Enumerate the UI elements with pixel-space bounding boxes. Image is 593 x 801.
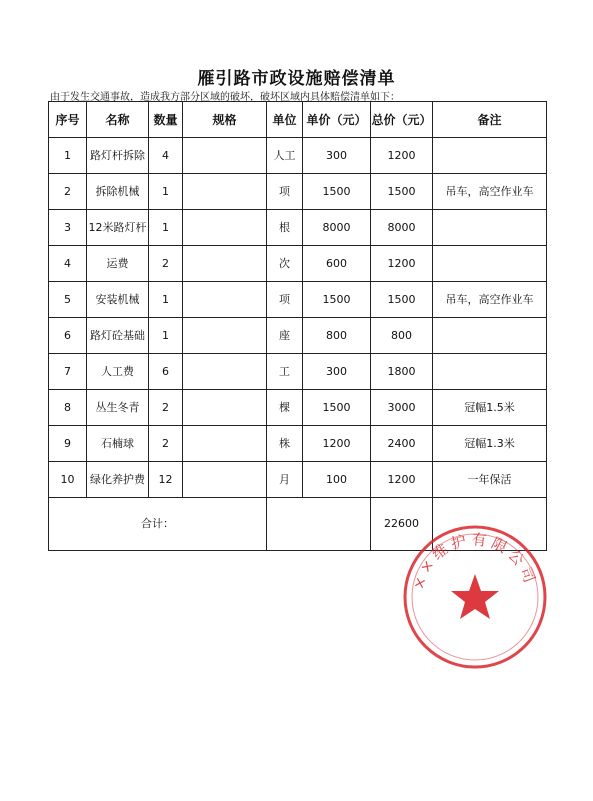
cell-qty: 1 <box>149 174 183 210</box>
cell-name: 人工费 <box>87 354 149 390</box>
cell-unit-price: 800 <box>303 318 371 354</box>
cell-unit: 项 <box>267 282 303 318</box>
cell-notes: 冠幅1.5米 <box>433 390 547 426</box>
header-spec: 规格 <box>183 102 267 138</box>
header-total-price: 总价（元） <box>371 102 433 138</box>
cell-unit: 项 <box>267 174 303 210</box>
cell-index: 1 <box>49 138 87 174</box>
cell-unit: 棵 <box>267 390 303 426</box>
cell-notes <box>433 318 547 354</box>
cell-name: 运费 <box>87 246 149 282</box>
cell-notes: 吊车，高空作业车 <box>433 174 547 210</box>
seal-star-icon <box>451 574 499 619</box>
cell-notes: 吊车，高空作业车 <box>433 282 547 318</box>
cell-index: 5 <box>49 282 87 318</box>
cell-spec <box>183 282 267 318</box>
cell-notes: 冠幅1.3米 <box>433 426 547 462</box>
cell-spec <box>183 318 267 354</box>
cell-spec <box>183 138 267 174</box>
header-unit-price: 单价（元） <box>303 102 371 138</box>
cell-unit: 人工 <box>267 138 303 174</box>
cell-total-price: 1200 <box>371 462 433 498</box>
total-value: 22600 <box>371 498 433 551</box>
cell-name: 12米路灯杆 <box>87 210 149 246</box>
table-row <box>49 282 547 318</box>
cell-name: 绿化养护费 <box>87 462 149 498</box>
cell-total-price: 2400 <box>371 426 433 462</box>
cell-spec <box>183 426 267 462</box>
cell-index: 8 <box>49 390 87 426</box>
table-row <box>49 318 547 354</box>
cell-total-price: 1800 <box>371 354 433 390</box>
cell-unit-price: 1500 <box>303 174 371 210</box>
cell-total-price: 1200 <box>371 246 433 282</box>
cell-name: 丛生冬青 <box>87 390 149 426</box>
cell-name: 安装机械 <box>87 282 149 318</box>
cell-unit: 座 <box>267 318 303 354</box>
cell-total-price: 8000 <box>371 210 433 246</box>
table-row <box>49 462 547 498</box>
cell-spec <box>183 462 267 498</box>
cell-unit-price: 100 <box>303 462 371 498</box>
cell-name: 路灯杆拆除 <box>87 138 149 174</box>
total-empty-cell <box>267 498 371 551</box>
cell-unit-price: 1200 <box>303 426 371 462</box>
intro-text: 由于发生交通事故，造成我方部分区域的破坏，破坏区域内具体赔偿清单如下： <box>50 92 400 103</box>
cell-notes <box>433 210 547 246</box>
table-row <box>49 390 547 426</box>
cell-qty: 6 <box>149 354 183 390</box>
cell-spec <box>183 246 267 282</box>
cell-unit: 工 <box>267 354 303 390</box>
cell-spec <box>183 174 267 210</box>
cell-notes <box>433 354 547 390</box>
cell-unit: 株 <box>267 426 303 462</box>
cell-name: 石楠球 <box>87 426 149 462</box>
cell-name: 路灯砼基础 <box>87 318 149 354</box>
compensation-table <box>48 101 547 551</box>
table-row <box>49 210 547 246</box>
cell-index: 10 <box>49 462 87 498</box>
cell-spec <box>183 210 267 246</box>
cell-unit-price: 600 <box>303 246 371 282</box>
table-header-row <box>49 102 547 138</box>
cell-unit: 月 <box>267 462 303 498</box>
header-index: 序号 <box>49 102 87 138</box>
cell-qty: 2 <box>149 426 183 462</box>
cell-unit-price: 1500 <box>303 390 371 426</box>
cell-unit: 根 <box>267 210 303 246</box>
cell-unit-price: 300 <box>303 354 371 390</box>
cell-index: 3 <box>49 210 87 246</box>
header-notes: 备注 <box>433 102 547 138</box>
table-row <box>49 138 547 174</box>
cell-notes <box>433 246 547 282</box>
cell-spec <box>183 390 267 426</box>
cell-qty: 2 <box>149 390 183 426</box>
cell-qty: 1 <box>149 282 183 318</box>
cell-index: 6 <box>49 318 87 354</box>
table-row <box>49 426 547 462</box>
cell-index: 2 <box>49 174 87 210</box>
cell-unit-price: 1500 <box>303 282 371 318</box>
cell-total-price: 1200 <box>371 138 433 174</box>
cell-name: 拆除机械 <box>87 174 149 210</box>
total-label: 合计： <box>49 498 267 551</box>
cell-unit: 次 <box>267 246 303 282</box>
cell-total-price: 1500 <box>371 174 433 210</box>
cell-qty: 12 <box>149 462 183 498</box>
cell-notes <box>433 138 547 174</box>
cell-index: 9 <box>49 426 87 462</box>
header-name: 名称 <box>87 102 149 138</box>
cell-total-price: 800 <box>371 318 433 354</box>
table-row <box>49 246 547 282</box>
cell-unit-price: 300 <box>303 138 371 174</box>
table-row <box>49 174 547 210</box>
cell-index: 7 <box>49 354 87 390</box>
company-seal <box>400 522 550 672</box>
cell-unit-price: 8000 <box>303 210 371 246</box>
header-unit: 单位 <box>267 102 303 138</box>
table-row <box>49 354 547 390</box>
cell-qty: 1 <box>149 210 183 246</box>
cell-notes: 一年保活 <box>433 462 547 498</box>
cell-qty: 1 <box>149 318 183 354</box>
cell-qty: 2 <box>149 246 183 282</box>
cell-spec <box>183 354 267 390</box>
document-title: 雁引路市政设施赔偿清单 <box>197 69 396 89</box>
cell-qty: 4 <box>149 138 183 174</box>
cell-total-price: 3000 <box>371 390 433 426</box>
svg-text:××维护有限公司: ××维护有限公司 <box>409 530 541 592</box>
header-qty: 数量 <box>149 102 183 138</box>
cell-index: 4 <box>49 246 87 282</box>
cell-total-price: 1500 <box>371 282 433 318</box>
